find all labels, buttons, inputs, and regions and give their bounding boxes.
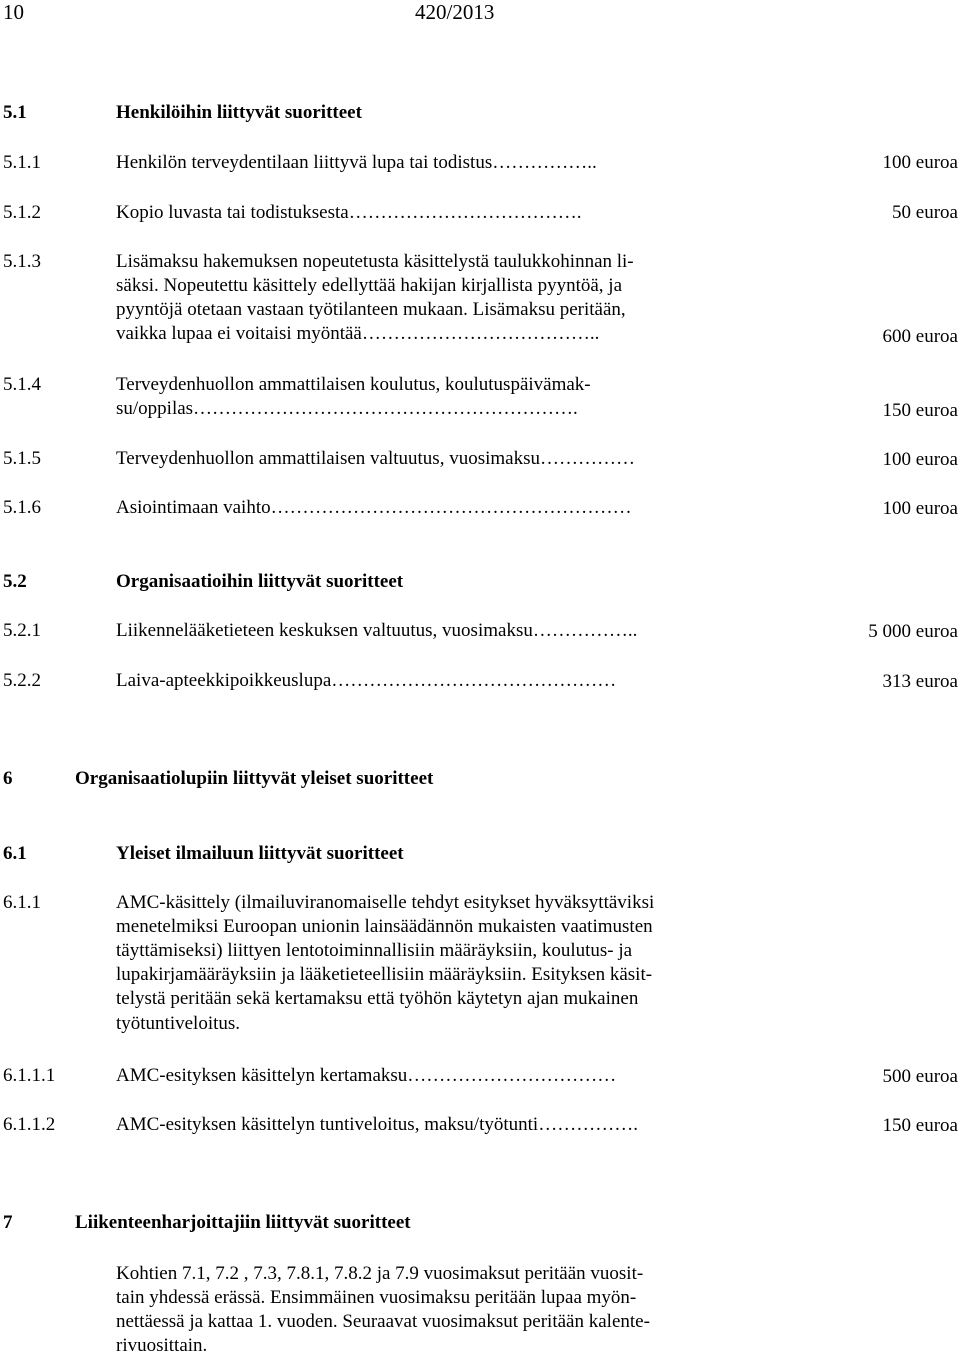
item-text-line: säksi. Nopeutettu käsittely edellyttää hakijan kirjallista pyyntöä, ja — [116, 275, 623, 296]
item-price: 5 000 euroa — [868, 621, 958, 642]
item-number: 5.1.3 — [3, 251, 41, 272]
section-title: Yleiset ilmailuun liittyvät suoritteet — [116, 843, 404, 864]
section-number: 5.2 — [3, 571, 27, 592]
item-text-line: työtuntiveloitus. — [116, 1013, 241, 1034]
item-number: 5.1.1 — [3, 152, 41, 173]
item-text-line: Terveydenhuollon ammattilaisen koulutus, koulutuspäivämak- — [116, 374, 591, 395]
item-text: AMC-esityksen käsittelyn tuntiveloitus, maksu/työtunti……………. — [116, 1114, 638, 1135]
page-number: 10 — [3, 0, 24, 24]
item-text: Laiva-apteekkipoikkeuslupa……………………………………… — [116, 670, 617, 691]
section-number: 6 — [3, 768, 13, 789]
item-text-line: lupakirjamääräyksiin ja lääketieteellisiin määräyksiin. Esityksen käsit- — [116, 964, 653, 985]
section-title: Organisaatiolupiin liittyvät yleiset suoritteet — [75, 768, 434, 789]
item-text: Asiointimaan vaihto………………………………………………… — [116, 497, 632, 518]
item-text-line: su/oppilas……………………………………………………. — [116, 398, 578, 419]
item-text: Liikennelääketieteen keskuksen valtuutus, vuosimaksu…………….. — [116, 620, 638, 641]
item-number: 5.2.1 — [3, 620, 41, 641]
item-price: 100 euroa — [882, 449, 958, 470]
section-title: Liikenteenharjoittajiin liittyvät suoritteet — [75, 1212, 411, 1233]
section-number: 5.1 — [3, 102, 27, 123]
paragraph-line: tain yhdessä erässä. Ensimmäinen vuosimaksu peritään lupaa myön- — [116, 1287, 637, 1308]
item-text: Terveydenhuollon ammattilaisen valtuutus, vuosimaksu…………… — [116, 448, 635, 469]
item-text-line: telystä peritään sekä kertamaksu että työhön käytetyn ajan mukainen — [116, 988, 639, 1009]
section-number: 6.1 — [3, 843, 27, 864]
section-title: Henkilöihin liittyvät suoritteet — [116, 102, 362, 123]
paragraph-line: rivuosittain. — [116, 1335, 208, 1356]
item-text-line: AMC-käsittely (ilmailuviranomaiselle tehdyt esitykset hyväksyttäviksi — [116, 892, 655, 913]
document-id: 420/2013 — [415, 0, 495, 24]
item-text: Henkilön terveydentilaan liittyvä lupa tai todistus…………….. — [116, 152, 597, 173]
section-number: 7 — [3, 1212, 13, 1233]
item-number: 5.1.6 — [3, 497, 41, 518]
item-number: 6.1.1.1 — [3, 1065, 56, 1086]
item-price: 150 euroa — [882, 1115, 958, 1136]
item-price: 50 euroa — [892, 202, 958, 223]
item-number: 5.1.5 — [3, 448, 41, 469]
item-text-line: menetelmiksi Euroopan unionin lainsäädännön mukaisten vaatimusten — [116, 916, 653, 937]
item-number: 5.1.4 — [3, 374, 41, 395]
item-number: 6.1.1 — [3, 892, 41, 913]
item-text: Kopio luvasta tai todistuksesta………………………………. — [116, 202, 582, 223]
item-text: AMC-esityksen käsittelyn kertamaksu…………………………… — [116, 1065, 617, 1086]
item-number: 6.1.1.2 — [3, 1114, 56, 1135]
item-price: 313 euroa — [882, 671, 958, 692]
item-number: 5.1.2 — [3, 202, 41, 223]
section-title: Organisaatioihin liittyvät suoritteet — [116, 571, 404, 592]
item-text-line: pyyntöjä otetaan vastaan työtilanteen mukaan. Lisämaksu peritään, — [116, 299, 626, 320]
item-price: 100 euroa — [882, 498, 958, 519]
paragraph-line: nettäessä ja kattaa 1. vuoden. Seuraavat vuosimaksut peritään kalente- — [116, 1311, 650, 1332]
item-price: 500 euroa — [882, 1066, 958, 1087]
item-price: 150 euroa — [882, 400, 958, 421]
item-text-line: täyttämiseksi) liittyen lentotoiminnallisiin määräyksiin, koulutus- ja — [116, 940, 633, 961]
paragraph-line: Kohtien 7.1, 7.2 , 7.3, 7.8.1, 7.8.2 ja 7.9 vuosimaksut peritään vuosit- — [116, 1263, 644, 1284]
item-text-line: vaikka lupaa ei voitaisi myöntää……………………………….. — [116, 323, 600, 344]
item-text-line: Lisämaksu hakemuksen nopeutetusta käsittelystä taulukkohinnan li- — [116, 251, 634, 272]
item-price: 600 euroa — [882, 326, 958, 347]
item-number: 5.2.2 — [3, 670, 41, 691]
item-price: 100 euroa — [882, 152, 958, 173]
